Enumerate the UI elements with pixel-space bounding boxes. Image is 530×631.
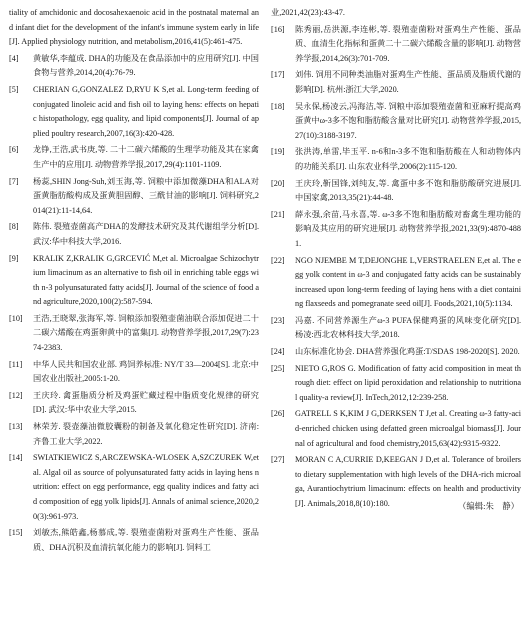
reference-entry [271, 145, 521, 174]
reference-number: [9] [9, 253, 19, 263]
reference-entry [271, 100, 521, 144]
reference-text: 业,2021,42(23):43-47. [271, 8, 345, 17]
reference-text: KRALIK Z,KRALIK G,GRCEVIĆ M,et al. Microalgae Schizochytrium limacinum as an alternative to fish oil in enriching table eggs with n-3 polyunsaturated fatty acids[J]. Journal of the science of food and agriculture,2020,100(2):587-594. [33, 253, 259, 307]
reference-column-right [271, 6, 521, 631]
reference-entry [9, 175, 259, 219]
reference-entry [9, 358, 259, 387]
reference-number: [13] [9, 422, 23, 432]
reference-number: [6] [9, 145, 19, 155]
reference-entry [271, 254, 521, 312]
reference-number: [26] [271, 409, 285, 419]
reference-text: 陈秀丽,岳洪源,李连彬,等. 裂殖壶菌粉对蛋鸡生产性能、蛋品质、血清生化指标和蛋黄二十二碳六烯酸含量的影响[J]. 动物营养学报,2014,26(3):701-709. [295, 24, 521, 63]
reference-number: [21] [271, 209, 285, 219]
reference-text: tiality of amchidonic and docosahexaenoic acid in the postnatal maternal and infant diet for the development of the infant's immune system early in life[J]. Applied physiology nutrition, and metabolism,2016,41(5):461-475. [9, 8, 259, 47]
reference-entry [271, 177, 521, 206]
reference-text: CHERIAN G,GONZALEZ D,RYU K S,et al. Long-term feeding of conjugated linoleic acid and fish oil to laying hens: effects on hepatic histopathology, egg quality, and lipid components[J]. Journal of applied poultry research,2007,16(3):420-428. [33, 84, 259, 138]
reference-number: [15] [9, 528, 23, 538]
editor-note: （编辑:朱 静） [458, 501, 519, 511]
reference-entry [9, 420, 259, 449]
reference-text: NGO NJEMBE M T,DEJONGHE L,VERSTRAELEN E,et al. The egg yolk content in ω-3 and conjugated fatty acids can be sustainably increased upon long-term feeding of laying hens with a diet containing flaxseeds and pomegranate seed oil[J]. Foods,2021,10(5):1134. [295, 255, 521, 309]
reference-text: 张洪涛,单雷,毕玉平. n-6和n-3多不饱和脂肪酸在人和动物体内的功能关系[J]. 山东农业科学,2006(2):115-120. [295, 147, 521, 171]
reference-entry [271, 208, 521, 252]
reference-entry [271, 345, 521, 360]
reference-entry [9, 83, 259, 141]
reference-entry [271, 314, 521, 343]
reference-entry [271, 23, 521, 67]
reference-number: [20] [271, 178, 285, 188]
reference-text: SWIATKIEWICZ S,ARCZEWSKA-WLOSEK A,SZCZUREK W,et al. Algal oil as source of polyunsaturated fatty acids in laying hens nutrition: effect on egg performance, egg quality indices and fatty acid composition of egg yolk lipids[J]. Annals of animal science,2020,20(3):961-973. [33, 453, 259, 521]
reference-text: 黄敏华,李蕴成. DHA的功能及在食品添加中的应用研究[J]. 中国食物与营养,2014,20(4):76-79. [33, 53, 259, 78]
reference-number: [23] [271, 315, 285, 325]
reference-number: [27] [271, 455, 285, 465]
reference-number: [18] [271, 101, 285, 111]
reference-continuation [271, 6, 521, 21]
reference-text: 陈伟. 裂殖壶菌高产DHA的发酵技术研究及其代谢组学分析[D]. 武汉:华中科技大学,2016. [33, 222, 259, 246]
reference-entry [9, 252, 259, 310]
reference-text: GATRELL S K,KIM J G,DERKSEN T J,et al. Creating ω-3 fatty-acid-enriched chicken using defatted green microalgal biomass[J]. Journal of agricultural and food chemistry,2015,63(42):9315-9322. [295, 409, 521, 448]
reference-text: 林荣芳. 裂壶藻油微胶囊粉的制备及氧化稳定性研究[D]. 济南:齐鲁工业大学,2022. [33, 422, 259, 446]
reference-entry [9, 312, 259, 356]
reference-text: 中华人民共和国农业部. 鸡饲养标准: NY/T 33—2004[S]. 北京:中国农业出版社,2005:1-20. [33, 359, 259, 384]
reference-number: [11] [9, 359, 23, 369]
reference-text: 薛永强,余苗,马永喜,等. ω-3多不饱和脂肪酸对畜禽生理功能的影响及其应用的研究进展[J]. 动物营养学报,2021,33(9):4870-4881. [295, 209, 521, 248]
reference-entry [9, 143, 259, 172]
reference-list-right [271, 6, 521, 514]
reference-text: NIETO G,ROS G. Modification of fatty acid composition in meat through diet: effect on lipid peroxidation and relationship to nutritional quality-a review[J]. InTech,2012,12:239-258. [295, 363, 521, 402]
reference-entry [9, 52, 259, 81]
reference-text: 冯嘉. 不同营养源生产ω-3 PUFA保健鸡蛋的风味变化研究[D]. 杨凌:西北农林科技大学,2018. [295, 315, 521, 340]
reference-text: 吴永保,杨凌云,冯海洁,等. 饲粮中添加裂殖壶菌和亚麻籽提高鸡蛋黄中ω-3多不饱和脂肪酸含量对比研究[J]. 动物营养学报,2015,27(10):3188-3197. [295, 101, 521, 140]
reference-entry [9, 389, 259, 418]
reference-entry [9, 451, 259, 524]
reference-number: [12] [9, 390, 23, 400]
reference-text: 王庆玲. 禽蛋脂质分析及鸡蛋贮藏过程中脂质变化规律的研究[D]. 武汉:华中农业大学,2015. [33, 390, 259, 415]
reference-number: [24] [271, 347, 285, 357]
reference-number: [16] [271, 24, 285, 34]
reference-number: [5] [9, 84, 19, 94]
reference-number: [19] [271, 147, 285, 157]
reference-number: [17] [271, 70, 285, 80]
reference-entry [271, 68, 521, 97]
reference-text: 山东标准化协会. DHA营养强化鸡蛋:T/SDAS 198-2020[S]. 2020. [295, 347, 520, 357]
reference-entry [271, 407, 521, 451]
reference-text: MORAN C A,CURRIE D,KEEGAN J D,et al. Tolerance of broilers to dietary supplementation with high levels of the DHA-rich microalga, Aurantiochytrium limacinum: effects on health and productivity[J]. Animals,2018,8(10):180. [295, 455, 521, 508]
reference-text: 杨蕊,SHIN Jong-Suh,刘玉海,等. 饲粮中添加微藻DHA和ALA对蛋黄脂肪酸构成及蛋黄胆固醇、三酰甘油的影响[J]. 饲料研究,2014(21):11-14,64. [33, 176, 259, 215]
reference-entry [9, 220, 259, 249]
reference-entry [9, 526, 259, 555]
reference-number: [4] [9, 53, 19, 63]
reference-entry [271, 362, 521, 406]
reference-text: 龙铮,王浩,武书庚,等. 二十二碳六烯酸的生理学功能及其在家禽生产中的应用[J]. 动物营养学报,2017,29(4):1101-1109. [33, 145, 259, 169]
reference-continuation [9, 6, 259, 50]
reference-number: [25] [271, 363, 285, 373]
reference-text: 王庆玲,靳国锋,刘纯友,等. 禽蛋中多不饱和脂肪酸研究进展[J]. 中国家禽,2013,35(21):44-48. [295, 178, 521, 203]
reference-text: 刘伟. 饲用不同种类油脂对蛋鸡生产性能、蛋品质及脂质代谢的影响[D]. 杭州:浙江大学,2020. [295, 70, 521, 94]
reference-text: 刘敏杰,熊皓鑫,杨慕成,等. 裂殖壶菌粉对蛋鸡生产性能、蛋品质、DHA沉积及血清抗氧化能力的影响[J]. 饲料工 [33, 528, 259, 552]
reference-number: [14] [9, 453, 23, 463]
reference-number: [7] [9, 176, 19, 186]
reference-text: 王浩,王晓翠,张海军,等. 饲粮添加裂殖壶菌油联合添加促进二十二碳六烯酸在鸡蛋卵黄中的富集[J]. 动物营养学报,2017,29(7):2374-2383. [33, 313, 259, 353]
reference-number: [22] [271, 255, 285, 265]
reference-number: [8] [9, 222, 19, 232]
reference-number: [10] [9, 313, 23, 323]
reference-column-left [9, 6, 259, 631]
